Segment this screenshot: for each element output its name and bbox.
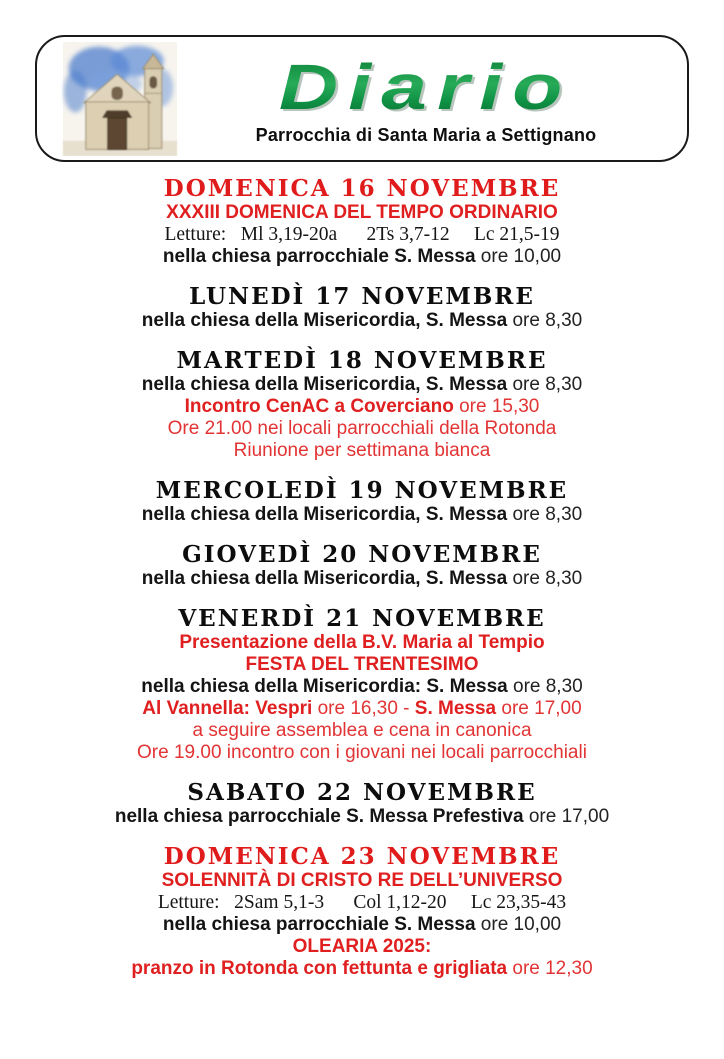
text-run: Al Vannella: Vespri [142, 698, 313, 719]
event-line [0, 958, 724, 980]
parish-subtitle: Parrocchia di Santa Maria a Settignano [255, 124, 597, 145]
text-run: Ore 21.00 nei locali parrocchiali della Rotonda [167, 418, 557, 439]
day-section [0, 284, 724, 332]
day-section [0, 348, 724, 462]
text-run: nella chiesa della Misericordia, S. Messa [141, 374, 508, 395]
text-run: pranzo in Rotonda con fettunta e grigliata [131, 958, 508, 979]
text-run: FESTA DEL TRENTESIMO [245, 654, 479, 675]
text-run: nella chiesa della Misericordia, S. Messa [141, 310, 508, 331]
day-heading: MARTEDÌ 18 NOVEMBRE [176, 347, 548, 374]
event-line [0, 632, 724, 654]
day-section [0, 606, 724, 764]
text-run: SOLENNITÀ DI CRISTO RE DELL’UNIVERSO [161, 870, 563, 891]
event-line [0, 806, 724, 828]
text-run: ore 17,00 [496, 698, 582, 719]
event-line [0, 892, 724, 914]
diary-sections [0, 176, 724, 980]
text-run: nella chiesa parrocchiale S. Messa [162, 246, 476, 267]
text-run: ore 8,30 [507, 676, 583, 697]
day-heading: VENERDÌ 21 NOVEMBRE [178, 605, 546, 632]
text-run: ore 10,00 [475, 246, 562, 267]
text-run: OLEARIA 2025: [292, 936, 432, 957]
event-line [0, 870, 724, 892]
text-run: ore 8,30 [507, 504, 583, 525]
event-line [0, 418, 724, 440]
text-run: Incontro CenAC a Coverciano [184, 396, 454, 417]
event-line [0, 568, 724, 590]
header-box [35, 35, 689, 162]
text-run: nella chiesa della Misericordia: S. Messa [141, 676, 508, 697]
text-run: Presentazione della B.V. Maria al Tempio [179, 632, 545, 653]
text-run: ore 8,30 [507, 568, 583, 589]
day-heading: MERCOLEDÌ 19 NOVEMBRE [155, 477, 569, 504]
text-run: nella chiesa della Misericordia, S. Messa [141, 568, 508, 589]
day-heading: SABATO 22 NOVEMBRE [187, 779, 537, 806]
text-run: nella chiesa della Misericordia, S. Messa [141, 504, 508, 525]
text-run: Letture: Ml 3,19-20a 2Ts 3,7-12 Lc 21,5-19 [164, 224, 560, 245]
event-line [0, 720, 724, 742]
day-heading: DOMENICA 23 NOVEMBRE [163, 843, 561, 870]
text-run: ore 8,30 [507, 310, 583, 331]
event-line [0, 224, 724, 246]
text-run: ore 12,30 [507, 958, 593, 979]
text-run: Ore 19.00 incontro con i giovani nei locali parrocchiali [137, 742, 587, 763]
text-run: Riunione per settimana bianca [233, 440, 491, 461]
bulletin-page [0, 35, 724, 1059]
event-line [0, 310, 724, 332]
text-run: ore 17,00 [523, 806, 610, 827]
day-section [0, 844, 724, 980]
day-section [0, 176, 724, 268]
text-run: ore 8,30 [507, 374, 583, 395]
event-line [0, 654, 724, 676]
event-line [0, 698, 724, 720]
event-line [0, 374, 724, 396]
text-run: Letture: 2Sam 5,1-3 Col 1,12-20 Lc 23,35-43 [157, 892, 567, 913]
event-line [0, 914, 724, 936]
day-heading: GIOVEDÌ 20 NOVEMBRE [182, 541, 542, 568]
church-watercolor-icon [61, 42, 179, 156]
event-line [0, 504, 724, 526]
day-section [0, 542, 724, 590]
text-run: ore 10,00 [475, 914, 562, 935]
text-run: a seguire assemblea e cena in canonica [192, 720, 532, 741]
day-heading: LUNEDÌ 17 NOVEMBRE [189, 283, 535, 310]
event-line [0, 396, 724, 418]
event-line [0, 440, 724, 462]
day-section [0, 478, 724, 526]
text-run: ore 15,30 [453, 396, 540, 417]
text-run: S. Messa [414, 698, 497, 719]
text-run: ore 16,30 - [312, 698, 415, 719]
page-title: Diario [279, 50, 573, 123]
text-run: nella chiesa parrocchiale S. Messa Prefestiva [114, 806, 524, 827]
event-line [0, 202, 724, 224]
event-line [0, 936, 724, 958]
day-section [0, 780, 724, 828]
event-line [0, 742, 724, 764]
text-run: nella chiesa parrocchiale S. Messa [162, 914, 476, 935]
event-line [0, 246, 724, 268]
day-heading: DOMENICA 16 NOVEMBRE [163, 175, 561, 202]
event-line [0, 676, 724, 698]
header-text [179, 52, 673, 146]
text-run: XXXIII DOMENICA DEL TEMPO ORDINARIO [166, 202, 558, 223]
